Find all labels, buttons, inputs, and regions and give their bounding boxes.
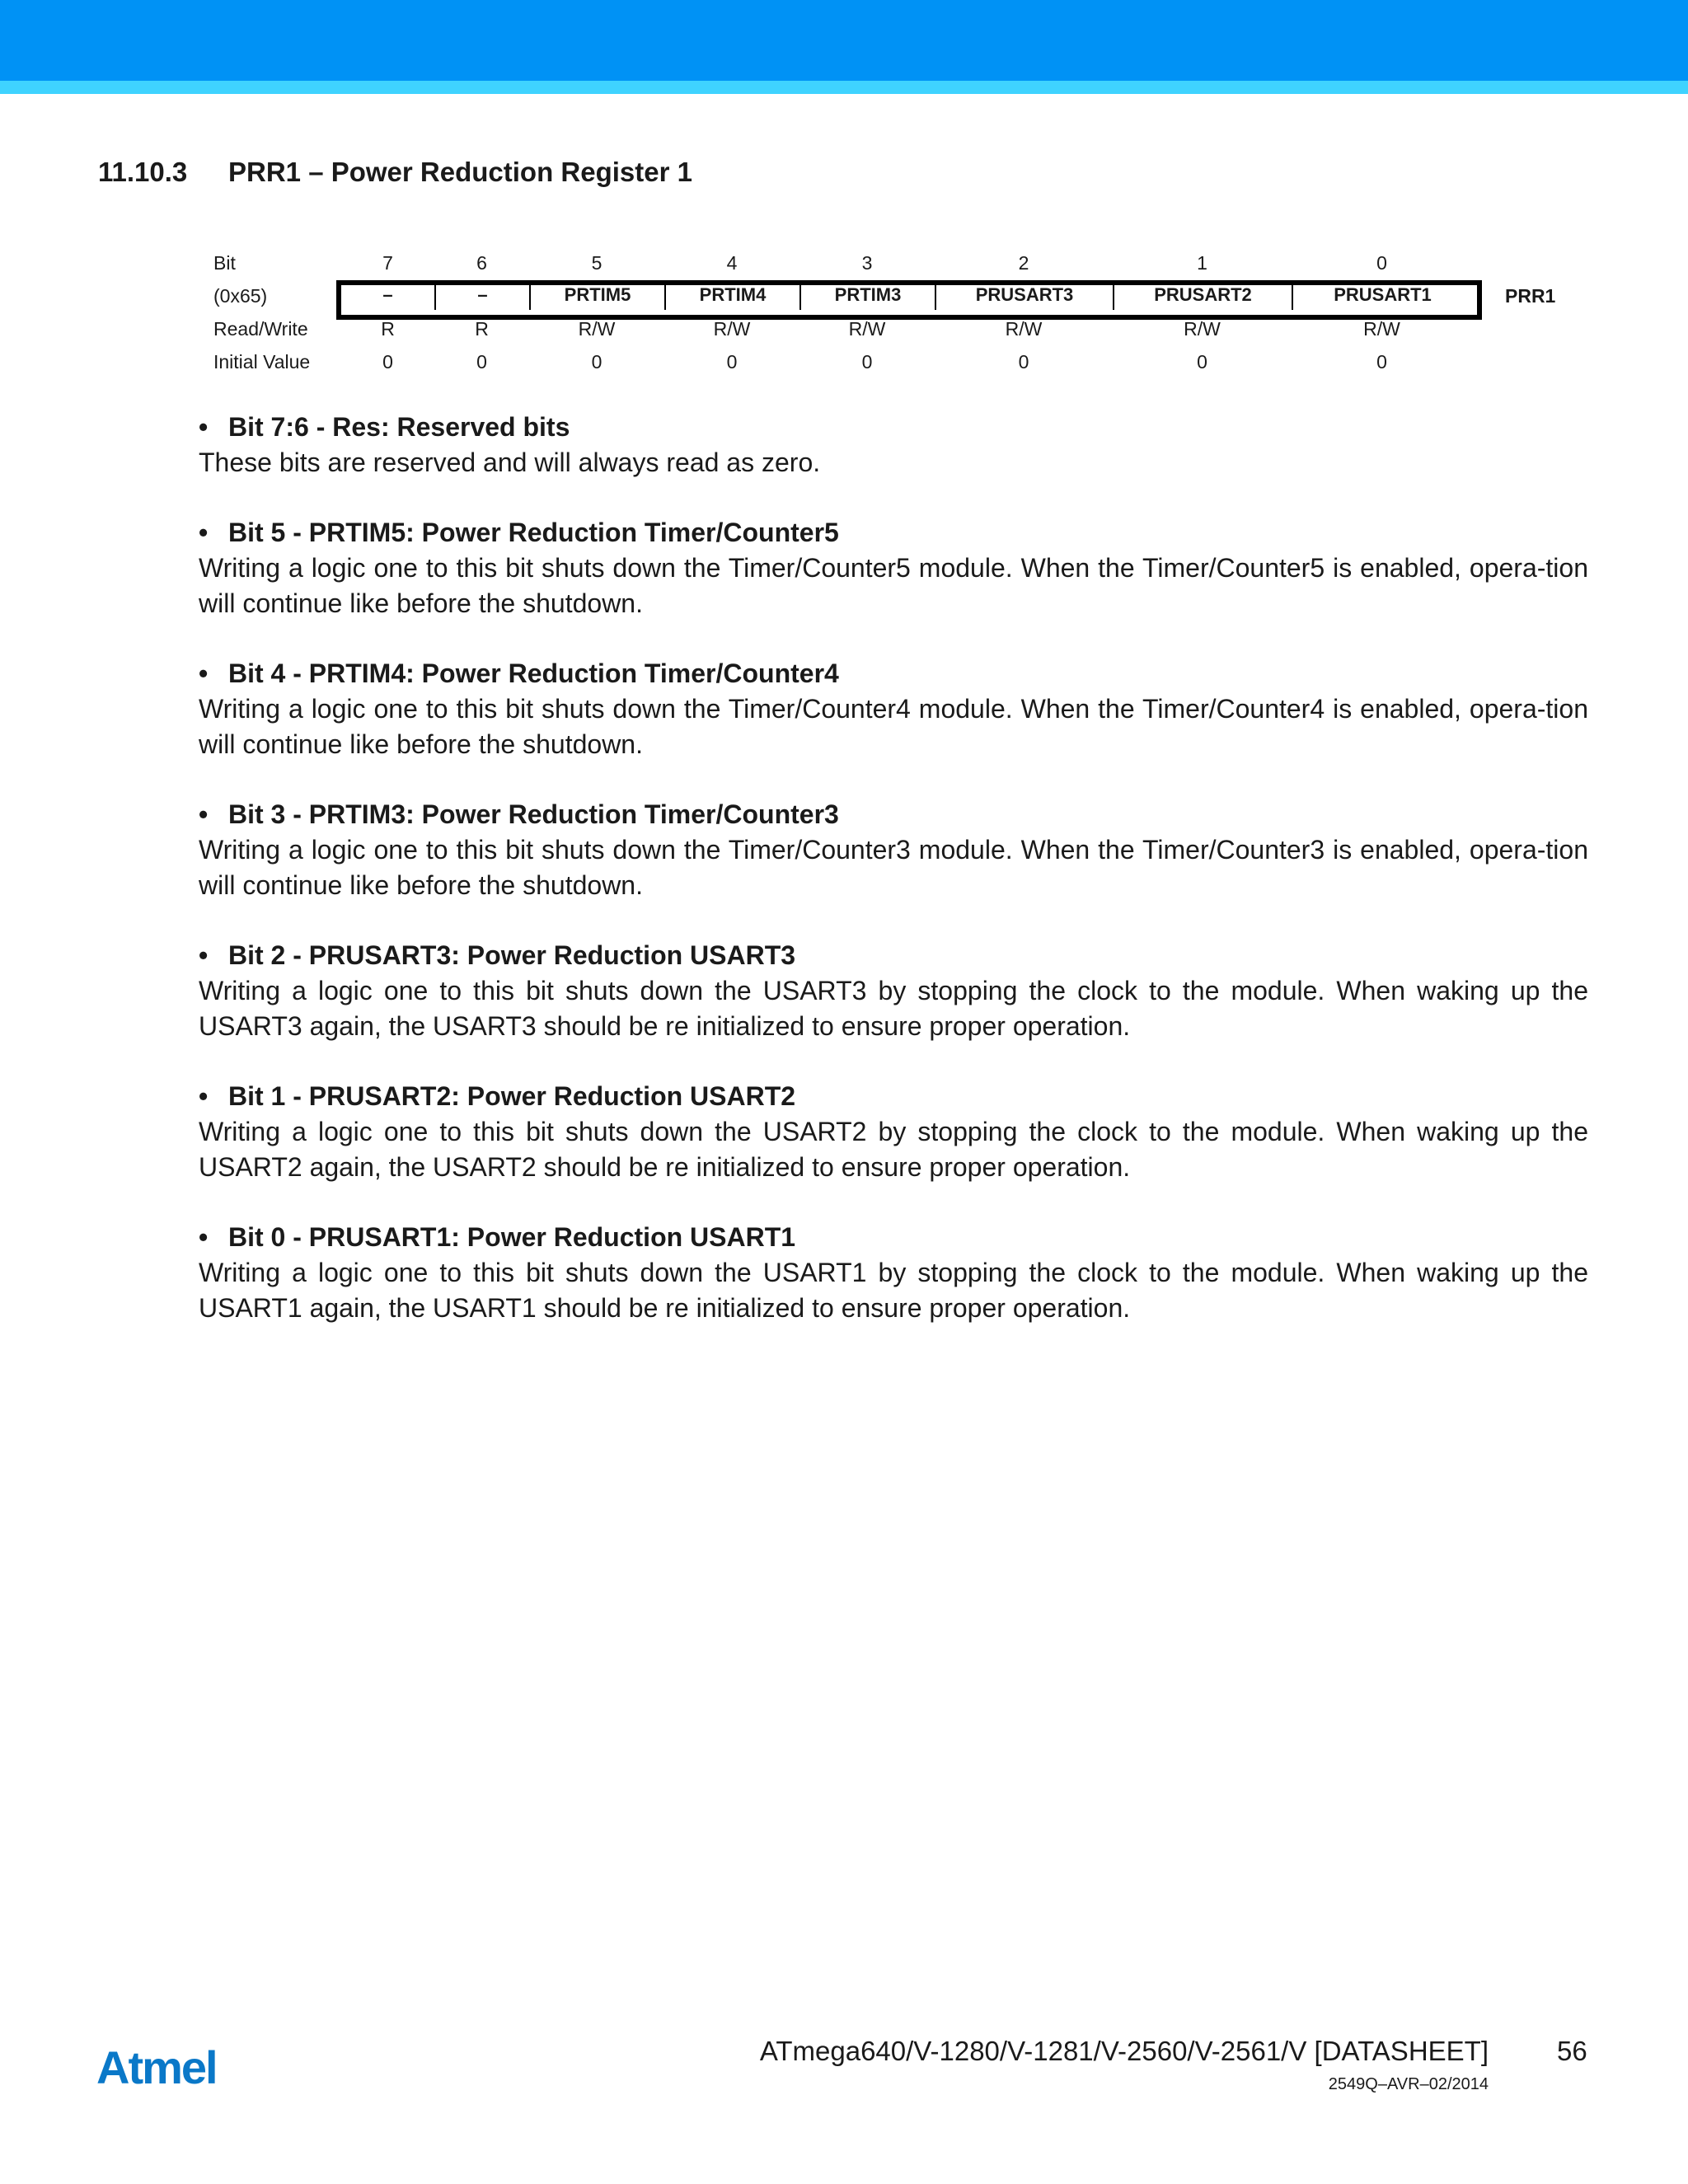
register-table — [0, 0, 1688, 387]
bit-field-name: PRUSART1 — [1292, 280, 1472, 310]
bit-description-title-text: Bit 7:6 - Res: Reserved bits — [228, 412, 570, 442]
row-label-rw: Read/Write — [213, 318, 308, 340]
bit-field-name: PRTIM5 — [529, 280, 664, 310]
bit-description-title — [199, 937, 1588, 973]
row-label-initial: Initial Value — [213, 351, 311, 373]
bit-description-body: Writing a logic one to this bit shuts down the Timer/Counter5 module. When the Timer/Counter5 is enabled, opera-tion will continue like before the shutdown. — [199, 553, 1588, 618]
bit-initial-value: 0 — [1376, 351, 1387, 373]
bit-rw: R/W — [1005, 318, 1043, 340]
bit-description — [199, 796, 1588, 903]
bit-description-title — [199, 514, 1588, 551]
bit-rw: R/W — [713, 318, 751, 340]
bit-rw: R — [475, 318, 489, 340]
bit-description — [199, 655, 1588, 762]
bit-description-title-text: Bit 3 - PRTIM3: Power Reduction Timer/Counter3 — [228, 799, 839, 829]
bit-description-title — [199, 655, 1588, 691]
bit-field-name: PRTIM4 — [664, 280, 799, 310]
bit-description — [199, 937, 1588, 1044]
bit-description-title — [199, 1219, 1588, 1255]
bit-number: 2 — [1018, 252, 1029, 274]
page-number: 56 — [1557, 2036, 1587, 2066]
bullet-icon: • — [199, 518, 209, 547]
bit-description-body: Writing a logic one to this bit shuts down the Timer/Counter4 module. When the Timer/Counter4 is enabled, opera-tion will continue like before the shutdown. — [199, 694, 1588, 759]
bit-description-title-text: Bit 4 - PRTIM4: Power Reduction Timer/Counter4 — [228, 658, 839, 688]
bit-initial-value: 0 — [476, 351, 487, 373]
bit-description-title — [199, 409, 1588, 445]
bit-field-name: – — [382, 284, 393, 305]
bullet-icon: • — [199, 1222, 209, 1252]
bit-number: 6 — [476, 252, 487, 274]
bit-initial-value: 0 — [591, 351, 603, 373]
bullet-icon: • — [199, 1081, 209, 1111]
bit-descriptions — [199, 409, 1588, 1360]
bit-rw: R — [381, 318, 395, 340]
row-label-address: (0x65) — [213, 285, 268, 307]
bit-description-body: Writing a logic one to this bit shuts down the Timer/Counter3 module. When the Timer/Counter3 is enabled, opera-tion will continue like before the shutdown. — [199, 835, 1588, 900]
bit-description-title-text: Bit 5 - PRTIM5: Power Reduction Timer/Counter5 — [228, 518, 839, 547]
bit-description — [199, 409, 1588, 480]
bit-initial-value: 0 — [726, 351, 738, 373]
atmel-logo: Atmel — [96, 2041, 217, 2093]
bit-description-title — [199, 1078, 1588, 1114]
bit-description — [199, 514, 1588, 621]
bit-description-title — [199, 796, 1588, 832]
bit-description-body: Writing a logic one to this bit shuts down the USART3 by stopping the clock to the module. When waking up the USART3 again, the USART3 should be re initialized to ensure proper operation. — [199, 976, 1588, 1041]
bit-description-body: Writing a logic one to this bit shuts down the USART1 by stopping the clock to the module. When waking up the USART1 again, the USART1 should be re initialized to ensure proper operation. — [199, 1258, 1588, 1323]
bit-rw: R/W — [1184, 318, 1221, 340]
bit-description-title-text: Bit 0 - PRUSART1: Power Reduction USART1 — [228, 1222, 796, 1252]
register-name: PRR1 — [1505, 285, 1556, 307]
bit-initial-value: 0 — [382, 351, 393, 373]
bit-number: 3 — [861, 252, 873, 274]
bit-rw: R/W — [848, 318, 886, 340]
bit-description — [199, 1219, 1588, 1326]
bit-initial-value: 0 — [1197, 351, 1207, 373]
bit-rw: R/W — [578, 318, 616, 340]
bit-number: 1 — [1197, 252, 1207, 274]
section-title: PRR1 – Power Reduction Register 1 — [228, 157, 692, 187]
bit-number: 7 — [382, 252, 393, 274]
bit-description-body: These bits are reserved and will always read as zero. — [199, 448, 821, 477]
bit-rw: R/W — [1363, 318, 1400, 340]
bit-number: 0 — [1376, 252, 1387, 274]
bit-initial-value: 0 — [861, 351, 873, 373]
doc-revision: 2549Q–AVR–02/2014 — [1328, 2075, 1489, 2093]
bit-field-name: PRTIM3 — [799, 280, 935, 310]
bullet-icon: • — [199, 658, 209, 688]
bit-description — [199, 1078, 1588, 1185]
bit-field-name: – — [434, 280, 529, 310]
bit-description-title-text: Bit 1 - PRUSART2: Power Reduction USART2 — [228, 1081, 796, 1111]
doc-title: ATmega640/V-1280/V-1281/V-2560/V-2561/V [DATASHEET] — [759, 2036, 1489, 2066]
bit-initial-value: 0 — [1018, 351, 1029, 373]
bit-number: 4 — [726, 252, 738, 274]
bit-description-body: Writing a logic one to this bit shuts down the USART2 by stopping the clock to the module. When waking up the USART2 again, the USART2 should be re initialized to ensure proper operation. — [199, 1117, 1588, 1182]
section-number: 11.10.3 — [98, 157, 188, 187]
bullet-icon: • — [199, 799, 209, 829]
bit-number: 5 — [591, 252, 603, 274]
bit-description-title-text: Bit 2 - PRUSART3: Power Reduction USART3 — [228, 940, 796, 970]
row-label-bit: Bit — [213, 252, 236, 274]
bit-field-name: PRUSART3 — [935, 280, 1113, 310]
bit-field-name: PRUSART2 — [1113, 280, 1292, 310]
bullet-icon: • — [199, 412, 209, 442]
bullet-icon: • — [199, 940, 209, 970]
